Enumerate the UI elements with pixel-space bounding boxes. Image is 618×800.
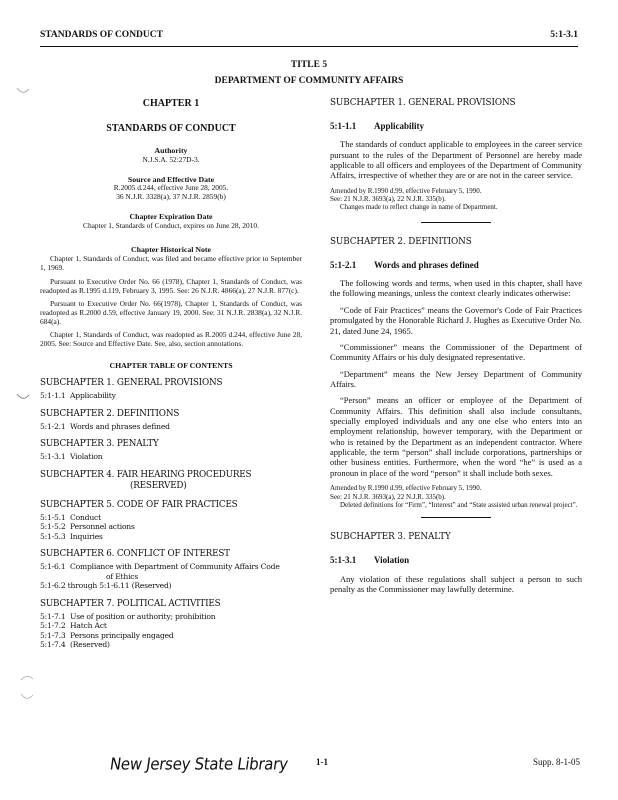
toc-entry-number: 5:1-5.3 (40, 531, 66, 541)
source-line: 36 N.J.R. 3328(a), 37 N.J.R. 2859(b) (116, 192, 226, 202)
header-title: STANDARDS OF CONDUCT (40, 30, 163, 40)
toc-entry-title: Applicability (70, 391, 116, 401)
toc-entry (40, 391, 302, 400)
toc-subchapter: SUBCHAPTER 6. CONFLICT OF INTEREST (40, 549, 230, 560)
department-name: DEPARTMENT OF COMMUNITY AFFAIRS (214, 76, 404, 86)
toc-entry-title: Personnel actions (70, 522, 135, 532)
toc-entry-title: Inquiries (70, 531, 103, 541)
history-note: Pursuant to Executive Order No. 66 (1978), Chapter 1, Standards of Conduct, was readopted as R.1995 d.119, February 3, 1995. See: 26 N.J.R. 4866(a), 27 N.J.R. 877(c). (40, 276, 302, 295)
history-note: Chapter 1, Standards of Conduct, was readopted as R.2005 d.244, effective June 28, 2005. See: Source and Effective Date. See, also, section annotations. (40, 329, 302, 348)
history-heading: Chapter Historical Note (131, 244, 211, 254)
toc-subchapter: SUBCHAPTER 5. CODE OF FAIR PRACTICES (40, 499, 238, 510)
toc-entry-title: Compliance with Department of Community Affairs Code (70, 562, 280, 572)
toc-entry (40, 621, 302, 630)
definition-paragraph: “Code of Fair Practices” means the Governor's Code of Fair Practices promulgated by the Honorable Richard J. Hughes as Executive Order No. 21, dated June 24, 1965. (330, 304, 582, 336)
section-body: The standards of conduct applicable to employees in the career service pursuant to the rules of the Department of Personnel are hereby made applicable to all officers and employees of the Department of Community Affairs, irrespective of whether they are or are not in the career service. (330, 139, 582, 181)
source-line: R.2005 d.244, effective June 28, 2005. (113, 183, 229, 193)
toc-entry (40, 452, 302, 461)
subchapter-3-heading: SUBCHAPTER 3. PENALTY (330, 532, 451, 543)
section-body: Any violation of these regulations shall subject a person to such penalty as the Commissioner may lawfully determine. (330, 573, 582, 594)
section-divider (421, 517, 491, 518)
toc-subchapter: SUBCHAPTER 3. PENALTY (40, 439, 159, 450)
supplement-date: Supp. 8-1-05 (533, 757, 580, 767)
subchapter-2-heading: SUBCHAPTER 2. DEFINITIONS (330, 236, 472, 247)
toc-entry-number: 5:1-1.1 (40, 391, 66, 401)
toc-entry-title: Words and phrases defined (70, 421, 170, 431)
definition-paragraph: “Commissioner” means the Commissioner of the Department of Community Affairs or his duly designated representative. (330, 341, 582, 363)
section-title: Violation (374, 555, 410, 566)
section-number: 5:1-1.1 (330, 120, 357, 131)
section-heading (330, 260, 582, 271)
amendment-note: Changes made to reflect change in name of Department. (340, 203, 498, 212)
source-heading: Source and Effective Date (127, 174, 215, 184)
toc-subchapter: SUBCHAPTER 4. FAIR HEARING PROCEDURES (40, 469, 252, 480)
toc-entry (40, 422, 302, 431)
toc-entry-number: 5:1-2.1 (40, 421, 66, 431)
toc-heading: CHAPTER TABLE OF CONTENTS (109, 360, 233, 370)
amendment-note: See: 21 N.J.R. 3693(a), 22 N.J.R. 335(b). (330, 195, 446, 204)
toc-entry-title: Use of position or authority; prohibition (70, 611, 216, 621)
toc-entry-number: 5:1-3.1 (40, 452, 66, 462)
toc-subchapter-note: (RESERVED) (130, 480, 187, 491)
chapter-name: STANDARDS OF CONDUCT (106, 122, 236, 134)
toc-entry-title: Hatch Act (70, 621, 107, 631)
toc-entry (40, 640, 302, 649)
toc-entry-number: 5:1-7.2 (40, 621, 66, 631)
toc-entry (40, 631, 302, 640)
subchapter-1-heading: SUBCHAPTER 1. GENERAL PROVISIONS (330, 98, 516, 108)
toc-entry-number: 5:1-7.4 (40, 640, 66, 650)
section-heading (330, 121, 582, 132)
authority-heading: Authority (154, 146, 188, 155)
toc-entry-title: (Reserved) (70, 640, 110, 650)
section-title: Applicability (374, 120, 425, 131)
toc-entry-title: Conduct (70, 512, 101, 522)
chapter-number: CHAPTER 1 (142, 98, 200, 109)
toc-entry (40, 581, 302, 590)
authority-text: N.J.S.A. 52:27D-3. (142, 154, 200, 164)
scan-mark (16, 392, 30, 402)
scan-mark (20, 692, 34, 702)
running-header (40, 30, 578, 44)
amendment-note: Deleted definitions for “Firm”, “Interest” and “State assisted urban renewal project”. (340, 500, 578, 509)
section-body: The following words and terms, when used in this chapter, shall have the following meanings, unless the context clearly indicates otherwise: (330, 278, 582, 299)
toc-entry (40, 522, 302, 531)
section-divider (421, 222, 491, 223)
toc-entry (40, 612, 302, 621)
scan-mark (20, 673, 34, 683)
right-column (330, 98, 582, 594)
definition-paragraph: “Department” means the New Jersey Department of Community Affairs. (330, 368, 582, 389)
toc-subchapter: SUBCHAPTER 2. DEFINITIONS (40, 408, 180, 419)
header-section: 5:1-3.1 (550, 30, 578, 40)
toc-entry-title: Violation (70, 452, 103, 462)
toc-entry-number: 5:1-5.2 (40, 522, 66, 532)
amendment-note: Amended by R.1990 d.99, effective February 5, 1990. (330, 186, 482, 195)
toc-entry-number: 5:1-6.1 (40, 562, 66, 572)
amendment-note: See: 21 N.J.R. 3693(a), 22 N.J.R. 335(b). (330, 492, 446, 501)
toc-subchapter: SUBCHAPTER 1. GENERAL PROVISIONS (40, 378, 223, 389)
toc-entry-number: 5:1-7.1 (40, 611, 66, 621)
toc-entry (40, 532, 302, 541)
table-of-contents (40, 378, 302, 649)
definition-paragraph: “Person” means an officer or employee of the Department of Community Affairs. This definition shall also include consultants, specially employed individuals and any one else who enters into an employment relationship, however temporary, with the Department or who is retained by the Department as an independent contractor. Where applicable, the term “person” shall include corporations, partnerships or other business entities. Furthermore, when the word “he” is used as a pronoun in place of the word “person” it shall include both sexes. (330, 395, 582, 478)
header-rule (40, 46, 578, 47)
toc-entry (40, 513, 302, 522)
scan-mark (16, 86, 30, 96)
section-number: 5:1-3.1 (330, 555, 357, 566)
section-heading (330, 555, 582, 566)
history-note: Chapter 1, Standards of Conduct, was filed and became effective prior to September 1, 1969. (40, 254, 302, 273)
section-title: Words and phrases defined (374, 259, 479, 270)
expiration-heading: Chapter Expiration Date (129, 212, 213, 222)
history-note: Pursuant to Executive Order No. 66(1978), Chapter 1, Standards of Conduct, was readopted as R.2000 d.59, effective January 19, 2000. See: 31 N.J.R. 2838(a), 32 N.J.R. 684(a). (40, 298, 302, 326)
toc-entry-number: 5:1-7.3 (40, 630, 66, 640)
toc-entry-title: 5:1-6.2 through 5:1-6.11 (Reserved) (40, 581, 172, 591)
toc-entry-title: Persons principally engaged (70, 630, 174, 640)
page-number: 1-1 (316, 757, 328, 767)
toc-entry-continuation: of Ethics (106, 571, 139, 581)
toc-subchapter: SUBCHAPTER 7. POLITICAL ACTIVITIES (40, 598, 221, 609)
left-column (40, 98, 302, 650)
section-number: 5:1-2.1 (330, 259, 357, 270)
toc-entry-number: 5:1-5.1 (40, 512, 66, 522)
library-stamp: New Jersey State Library (108, 754, 290, 774)
toc-entry (40, 562, 302, 571)
expiration-text: Chapter 1, Standards of Conduct, expires on June 28, 2010. (83, 220, 259, 230)
title-number: TITLE 5 (290, 60, 328, 70)
amendment-note: Amended by R.1990 d.99, effective February 5, 1990. (330, 484, 482, 493)
